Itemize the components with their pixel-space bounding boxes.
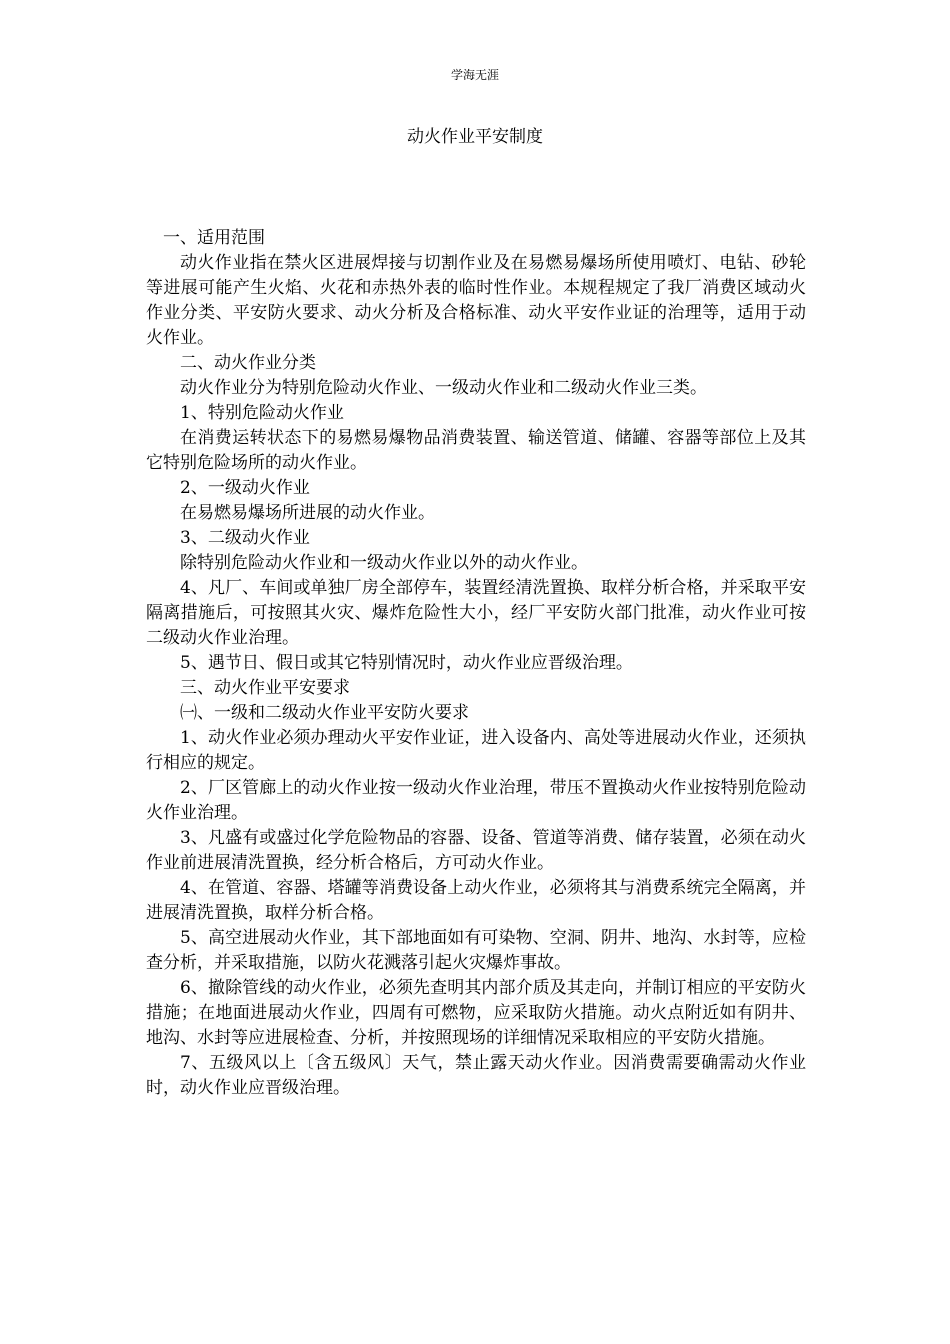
paragraph-requirement-4: 4、在管道、容器、塔罐等消费设备上动火作业，必须将其与消费系统完全隔离，并进展清洗置换，取样分析合格。: [146, 878, 806, 923]
subheading-level-one: 2、一级动火作业: [180, 478, 310, 498]
subheading-fire-prevention: ㈠、一级和二级动火作业平安防火要求: [180, 703, 469, 723]
document-body: [146, 226, 806, 1101]
paragraph-requirement-3: 3、凡盛有或盛过化学危险物品的容器、设备、管道等消费、储存装置，必须在动火作业前进展清洗置换，经分析合格后，方可动火作业。: [146, 828, 806, 873]
paragraph-requirement-2: 2、厂区管廊上的动火作业按一级动火作业治理，带压不置换动火作业按特别危险动火作业治理。: [146, 778, 806, 823]
subheading-special-danger: 1、特别危险动火作业: [180, 403, 344, 423]
paragraph-requirement-1: 1、动火作业必须办理动火平安作业证，进入设备内、高处等进展动火作业，还须执行相应的规定。: [146, 728, 806, 773]
paragraph-special-danger: 在消费运转状态下的易燃易爆物品消费装置、输送管道、储罐、容器等部位上及其它特别危险场所的动火作业。: [146, 428, 806, 473]
paragraph-requirement-7: 7、五级风以上〔含五级风〕天气，禁止露天动火作业。因消费需要确需动火作业时，动火作业应晋级治理。: [146, 1053, 806, 1098]
paragraph-item-4: 4、凡厂、车间或单独厂房全部停车，装置经清洗置换、取样分析合格，并采取平安隔离措施后，可按照其火灾、爆炸危险性大小，经厂平安防火部门批准，动火作业可按二级动火作业治理。: [146, 578, 806, 648]
paragraph-item-5: 5、遇节日、假日或其它特别情况时，动火作业应晋级治理。: [180, 653, 633, 673]
paragraph-requirement-6: 6、撤除管线的动火作业，必须先查明其内部介质及其走向，并制订相应的平安防火措施；在地面进展动火作业，四周有可燃物，应采取防火措施。动火点附近如有阴井、地沟、水封等应进展检查、分析，并按照现场的详细情况采取相应的平安防火措施。: [146, 978, 806, 1048]
section-heading-safety-requirements: 三、动火作业平安要求: [180, 678, 350, 698]
subheading-level-two: 3、二级动火作业: [180, 528, 310, 548]
document-title: 动火作业平安制度: [407, 127, 543, 147]
paragraph-classification-intro: 动火作业分为特别危险动火作业、一级动火作业和二级动火作业三类。: [180, 378, 707, 398]
paragraph-scope-definition: 动火作业指在禁火区进展焊接与切割作业及在易燃易爆场所使用喷灯、电钻、砂轮等进展可能产生火焰、火花和赤热外表的临时性作业。本规程规定了我厂消费区域动火作业分类、平安防火要求、动火分析及合格标准、动火平安作业证的治理等，适用于动火作业。: [146, 253, 806, 348]
paragraph-requirement-5: 5、高空进展动火作业，其下部地面如有可染物、空洞、阴井、地沟、水封等，应检查分析，并采取措施，以防火花溅落引起火灾爆炸事故。: [146, 928, 806, 973]
page-header: 学海无涯: [450, 68, 499, 82]
section-heading-scope: 一、适用范围: [163, 228, 265, 248]
section-heading-classification: 二、动火作业分类: [180, 353, 316, 373]
paragraph-level-two: 除特别危险动火作业和一级动火作业以外的动火作业。: [180, 553, 588, 573]
paragraph-level-one: 在易燃易爆场所进展的动火作业。: [180, 503, 435, 523]
